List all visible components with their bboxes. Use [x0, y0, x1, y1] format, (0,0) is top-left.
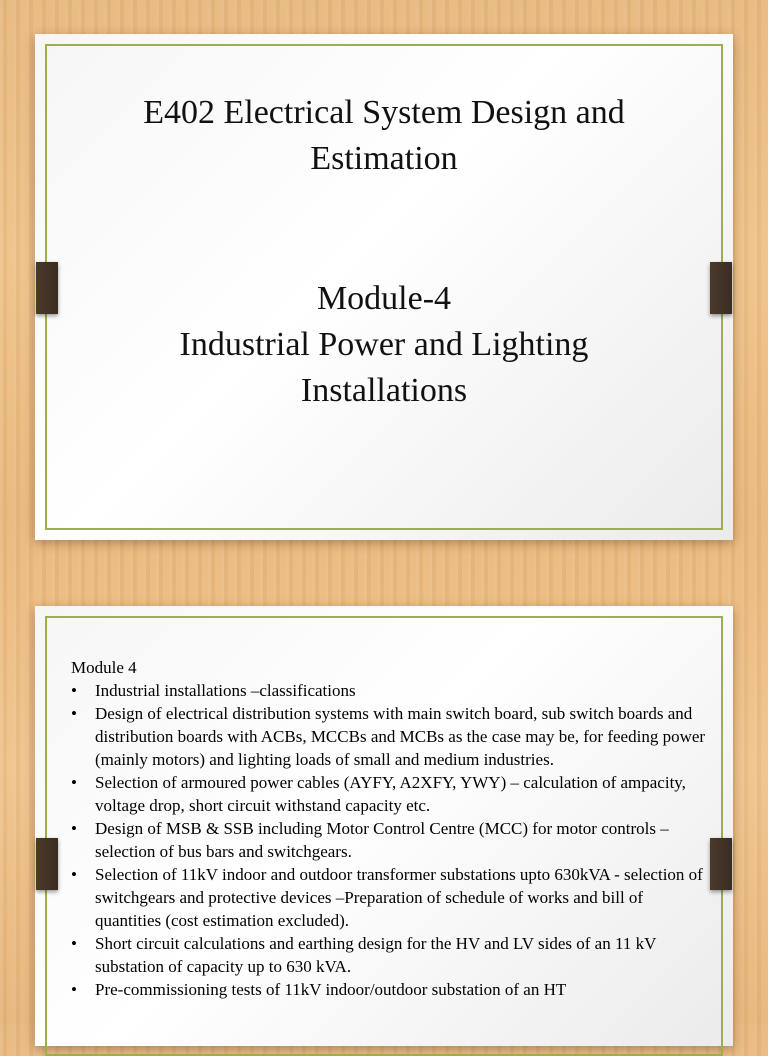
list-item: • Industrial installations –classifications: [71, 679, 709, 702]
binder-tab: [36, 262, 58, 314]
binder-tab: [36, 838, 58, 890]
module-title: [35, 276, 733, 414]
list-item: • Design of MSB & SSB including Motor Control Centre (MCC) for motor controls – selection of bus bars and switchgears.: [71, 817, 709, 863]
list-item: • Selection of 11kV indoor and outdoor transformer substations upto 630kVA - selection of switchgears and protective devices –Preparation of schedule of works and bill of quantities (cost estimation excluded).: [71, 863, 709, 932]
syllabus-heading: Module 4: [71, 658, 137, 677]
list-item: • Design of electrical distribution systems with main switch board, sub switch boards and distribution boards with ACBs, MCCBs and MCBs as the case may be, for feeding power (mainly motors) and lighting loads of small and medium industries.: [71, 702, 709, 771]
course-title-line-2: Estimation: [310, 140, 458, 177]
binder-tab: [710, 262, 732, 314]
slide-syllabus: [35, 606, 733, 1046]
course-title: [35, 90, 733, 182]
list-item: • Selection of armoured power cables (AYFY, A2XFY, YWY) – calculation of ampacity, voltage drop, short circuit withstand capacity etc.: [71, 771, 709, 817]
list-item: • Short circuit calculations and earthing design for the HV and LV sides of an 11 kV substation of capacity up to 630 kVA.: [71, 932, 709, 978]
list-item: • Pre-commissioning tests of 11kV indoor/outdoor substation of an HT: [71, 978, 709, 1001]
module-title-line-1: Module-4: [316, 280, 452, 317]
binder-tab: [710, 838, 732, 890]
module-title-line-3: Installations: [300, 372, 468, 409]
course-title-line-1: E402 Electrical System Design and: [143, 94, 625, 131]
syllabus-content: [71, 656, 709, 1001]
slide-title: [35, 34, 733, 540]
syllabus-list: [71, 679, 709, 1001]
module-title-line-2: Industrial Power and Lighting: [179, 326, 589, 363]
